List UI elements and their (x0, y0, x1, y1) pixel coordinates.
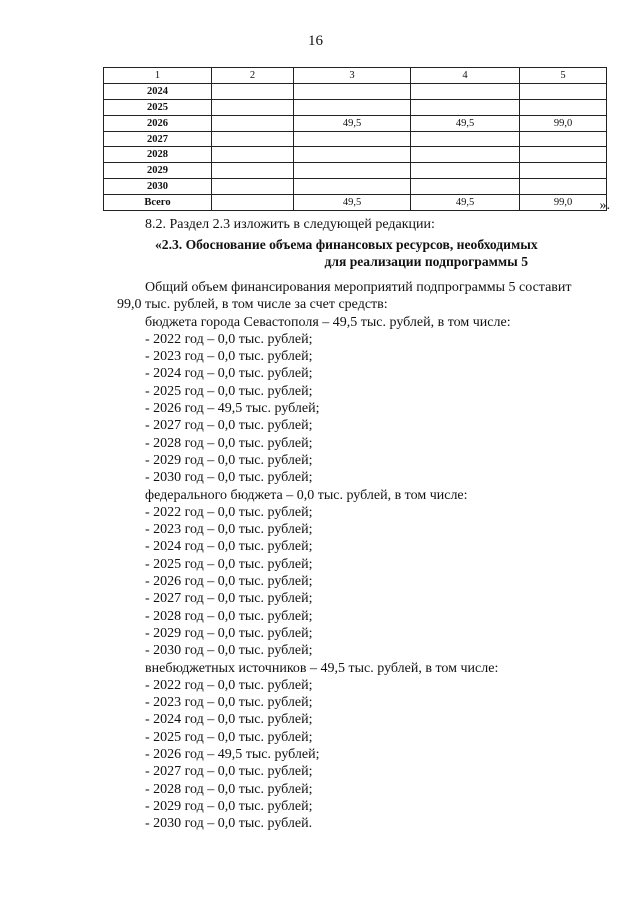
table-cell (294, 147, 411, 163)
list-item: - 2029 год – 0,0 тыс. рублей; (145, 625, 313, 641)
section-heading (155, 236, 600, 270)
list-item: - 2030 год – 0,0 тыс. рублей. (145, 816, 313, 832)
list-item: - 2025 год – 0,0 тыс. рублей; (145, 729, 313, 745)
table-cell (520, 83, 607, 99)
table-row (104, 131, 607, 147)
list-item: - 2027 год – 0,0 тыс. рублей; (145, 418, 313, 434)
table-cell (520, 99, 607, 115)
extrabudgetary-title: внебюджетных источников – 49,5 тыс. рублей, в том числе: (145, 660, 499, 676)
list-item: - 2028 год – 0,0 тыс. рублей; (145, 435, 313, 451)
section-heading-line-2: для реализации подпрограммы 5 (324, 254, 528, 269)
table-year-cell: 2025 (104, 99, 212, 115)
table-cell (411, 99, 520, 115)
list-item: - 2022 год – 0,0 тыс. рублей; (145, 331, 313, 347)
table-cell (411, 147, 520, 163)
list-item: - 2028 год – 0,0 тыс. рублей; (145, 608, 313, 624)
table-cell (411, 131, 520, 147)
list-item: - 2027 год – 0,0 тыс. рублей; (145, 764, 313, 780)
list-item: - 2023 год – 0,0 тыс. рублей; (145, 695, 313, 711)
table-row (104, 163, 607, 179)
table-cell (520, 179, 607, 195)
list-item: - 2023 год – 0,0 тыс. рублей; (145, 349, 313, 365)
table-cell (212, 195, 294, 211)
table-year-cell: 2028 (104, 147, 212, 163)
table-row (104, 83, 607, 99)
table-header-cell: 1 (104, 68, 212, 84)
list-item: - 2023 год – 0,0 тыс. рублей; (145, 522, 313, 538)
table-header-cell: 5 (520, 68, 607, 84)
list-item: - 2029 год – 0,0 тыс. рублей; (145, 798, 313, 814)
intro-line: 99,0 тыс. рублей, в том числе за счет средств: (117, 297, 388, 313)
table-header-cell: 2 (212, 68, 294, 84)
table-header-cell: 4 (411, 68, 520, 84)
table-year-cell: 2024 (104, 83, 212, 99)
table-year-cell: 2030 (104, 179, 212, 195)
table-cell: 49,5 (411, 115, 520, 131)
financing-description (0, 279, 631, 833)
list-item: - 2026 год – 49,5 тыс. рублей; (145, 747, 320, 763)
table-row (104, 179, 607, 195)
list-item: - 2027 год – 0,0 тыс. рублей; (145, 591, 313, 607)
closing-quote: ». (599, 198, 610, 213)
table-cell (411, 179, 520, 195)
table-header-cell: 3 (294, 68, 411, 84)
list-item: - 2028 год – 0,0 тыс. рублей; (145, 781, 313, 797)
table-cell (294, 83, 411, 99)
table-year-cell: 2026 (104, 115, 212, 131)
table-cell (294, 179, 411, 195)
table-row (104, 99, 607, 115)
table-year-cell: 2027 (104, 131, 212, 147)
table-cell: 99,0 (520, 195, 607, 211)
table-cell: 99,0 (520, 115, 607, 131)
table-cell (520, 147, 607, 163)
list-item: - 2026 год – 0,0 тыс. рублей; (145, 574, 313, 590)
table-cell: 49,5 (411, 195, 520, 211)
list-item: - 2024 год – 0,0 тыс. рублей; (145, 539, 313, 555)
table-year-cell: 2029 (104, 163, 212, 179)
federal-budget-title: федерального бюджета – 0,0 тыс. рублей, в том числе: (145, 487, 468, 503)
table-cell (212, 83, 294, 99)
list-item: - 2030 год – 0,0 тыс. рублей; (145, 643, 313, 659)
table-cell (294, 163, 411, 179)
table-cell (212, 163, 294, 179)
table-row (104, 147, 607, 163)
table-cell (212, 179, 294, 195)
list-item: - 2026 год – 49,5 тыс. рублей; (145, 401, 320, 417)
table-row (104, 115, 607, 131)
table-cell (212, 99, 294, 115)
table-cell (212, 115, 294, 131)
table-cell: 49,5 (294, 195, 411, 211)
list-item: - 2029 год – 0,0 тыс. рублей; (145, 452, 313, 468)
list-item: - 2022 год – 0,0 тыс. рублей; (145, 504, 313, 520)
list-item: - 2024 год – 0,0 тыс. рублей; (145, 712, 313, 728)
financing-table (103, 67, 607, 211)
table-cell (411, 83, 520, 99)
table-cell (520, 131, 607, 147)
table-total-row (104, 195, 607, 211)
intro-line: Общий объем финансирования мероприятий подпрограммы 5 составит (145, 280, 572, 295)
list-item: - 2022 год – 0,0 тыс. рублей; (145, 677, 313, 693)
table-cell (520, 163, 607, 179)
table-cell (212, 147, 294, 163)
table-total-label: Всего (104, 195, 212, 211)
table-cell (294, 131, 411, 147)
table-header-row (104, 68, 607, 84)
list-item: - 2025 год – 0,0 тыс. рублей; (145, 556, 313, 572)
table-cell: 49,5 (294, 115, 411, 131)
list-item: - 2030 год – 0,0 тыс. рублей; (145, 470, 313, 486)
section-heading-line-1: «2.3. Обоснование объема финансовых ресурсов, необходимых (155, 237, 538, 252)
section-instruction: 8.2. Раздел 2.3 изложить в следующей редакции: (145, 217, 435, 232)
table-cell (212, 131, 294, 147)
table-cell (411, 163, 520, 179)
page-number: 16 (308, 33, 323, 49)
list-item: - 2025 год – 0,0 тыс. рублей; (145, 383, 313, 399)
table-cell (294, 99, 411, 115)
list-item: - 2024 год – 0,0 тыс. рублей; (145, 366, 313, 382)
city-budget-title: бюджета города Севастополя – 49,5 тыс. рублей, в том числе: (145, 314, 511, 330)
